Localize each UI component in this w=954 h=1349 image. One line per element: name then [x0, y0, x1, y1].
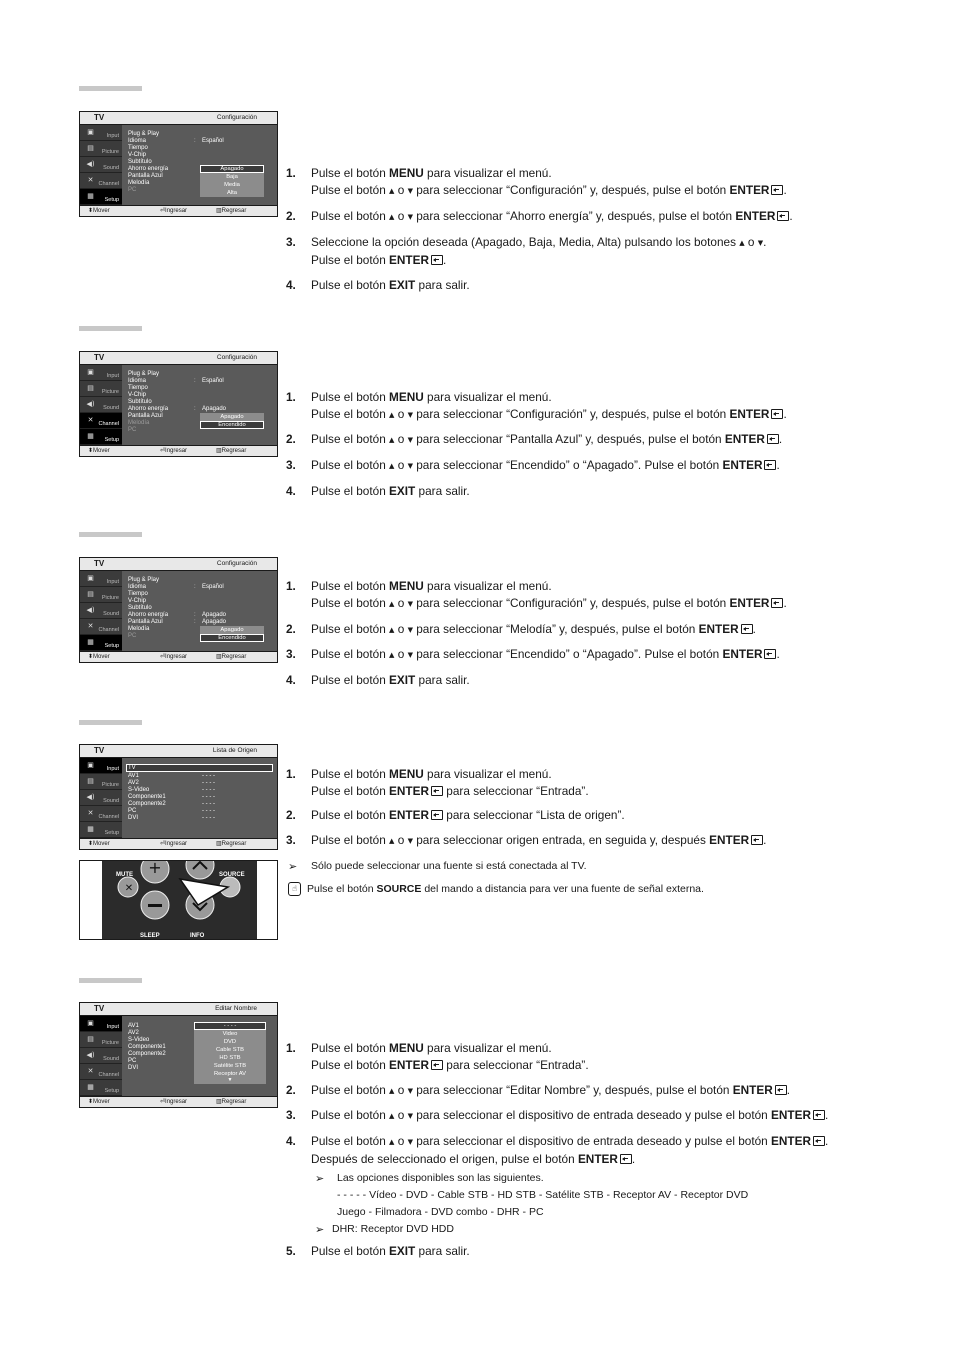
enter-icon — [777, 211, 789, 221]
step: 3. Pulse el botón ▲ o ▼ para seleccionar “Encendido” o “Apagado”. Pulse el botón ENTER . — [286, 458, 780, 472]
setup-icon: ▦ — [87, 825, 94, 833]
side-label: Channel — [98, 181, 119, 187]
sound-icon: ◀) — [86, 160, 95, 168]
return-icon: ▥ — [216, 841, 222, 847]
menu-item: Tiempo — [128, 145, 148, 151]
menu-value: Español — [202, 584, 224, 590]
updown-icon: ⬍ — [88, 208, 94, 214]
down-icon: ▼ — [407, 411, 413, 419]
enter-icon — [431, 255, 443, 265]
step: 2. Pulse el botón ▲ o ▼ para seleccionar “Ahorro energía” y, después, pulse el botón ENTER . — [286, 209, 793, 223]
osd-dropdown — [200, 165, 264, 197]
side-label: Picture — [101, 1040, 119, 1046]
side-label: Picture — [101, 149, 119, 155]
dropdown-option: Receptor AV — [213, 1071, 247, 1077]
setup-icon: ▦ — [87, 192, 94, 200]
setup-icon: ▦ — [87, 1083, 94, 1091]
side-label: Picture — [101, 389, 119, 395]
return-icon: ▥ — [216, 1099, 222, 1105]
section-divider — [79, 978, 142, 983]
enter-icon — [751, 835, 763, 845]
side-label: Setup — [104, 643, 119, 649]
menu-item: Pantalla Azul — [128, 413, 163, 419]
osd-enter: ⏎Ingresar — [160, 448, 188, 454]
enter-icon — [764, 649, 776, 659]
side-label: Channel — [98, 421, 119, 427]
enter-icon — [620, 1154, 632, 1164]
step: 1. Pulse el botón MENU para visualizar el menú. Pulse el botón ▲ o ▼ para seleccionar “Configuración” y, después, pulse el botón ENTER . — [286, 579, 787, 610]
osd-enter: ⏎Ingresar — [160, 654, 188, 660]
side-label: Picture — [101, 782, 119, 788]
menu-value: - - - - — [202, 787, 215, 793]
menu-item: Ahorro energía — [128, 612, 169, 618]
osd-tv-label: TV — [94, 1004, 105, 1013]
input-icon: ▣ — [87, 574, 94, 582]
steps-editar-nombre — [286, 1040, 906, 1260]
osd-dropdown — [200, 413, 264, 429]
side-label: Sound — [103, 798, 119, 804]
enter-icon — [775, 1085, 787, 1095]
osd-move: ⬍Mover — [88, 208, 110, 214]
up-icon: ▲ — [389, 600, 395, 608]
sound-icon: ◀) — [86, 400, 95, 408]
osd-return: ▥Regresar — [216, 208, 247, 214]
section-divider — [79, 532, 142, 537]
osd-title: Configuración — [216, 354, 257, 361]
menu-item: PC — [128, 427, 137, 433]
side-label: Sound — [103, 165, 119, 171]
side-label: Channel — [98, 627, 119, 633]
down-icon: ▼ — [757, 239, 764, 247]
down-icon: ▼ — [407, 462, 413, 470]
enter-icon: ⏎ — [160, 208, 166, 214]
step: 5. Pulse el botón EXIT para salir. — [286, 1244, 470, 1258]
osd-title: Configuración — [216, 114, 257, 121]
up-icon: ▲ — [389, 436, 395, 444]
side-label: Setup — [104, 437, 119, 443]
input-icon: ▣ — [87, 761, 94, 769]
menu-item: Melodía — [128, 420, 150, 426]
channel-icon: ✕ — [87, 809, 94, 817]
osd-configuracion-melodia — [79, 557, 278, 663]
osd-tv-label: TV — [94, 113, 105, 122]
enter-icon — [771, 185, 783, 195]
menu-item: PC — [128, 1058, 137, 1064]
side-label: Input — [106, 579, 119, 585]
enter-icon — [767, 434, 779, 444]
menu-item: Melodía — [128, 626, 150, 632]
up-icon: ▲ — [389, 1087, 395, 1095]
step: 4. Pulse el botón EXIT para salir. — [286, 278, 470, 292]
menu-item: Idioma — [128, 378, 147, 384]
step: 1. Pulse el botón MENU para visualizar el menú. Pulse el botón ENTER para seleccionar “Entrada”. — [286, 1041, 589, 1072]
return-icon: ▥ — [216, 448, 222, 454]
steps-lista-origen — [286, 766, 906, 898]
menu-item: Pantalla Azul — [128, 619, 163, 625]
osd-dropdown — [200, 626, 264, 642]
side-label: Input — [106, 1024, 119, 1030]
sound-icon: ◀) — [86, 1051, 95, 1059]
menu-value: - - - - — [202, 801, 215, 807]
menu-item: AV2 — [128, 1030, 139, 1036]
menu-item: AV1 — [128, 773, 139, 779]
osd-lista-origen — [79, 744, 278, 850]
updown-icon: ⬍ — [88, 841, 94, 847]
step: 1. Pulse el botón MENU para visualizar el menú. Pulse el botón ▲ o ▼ para seleccionar “Configuración” y, después, pulse el botón ENTER . — [286, 390, 787, 421]
channel-icon: ✕ — [87, 622, 94, 630]
note: ☝ Pulse el botón SOURCE del mando a distancia para ver una fuente de señal externa. — [286, 881, 906, 898]
section-divider — [79, 86, 142, 91]
side-label: Setup — [104, 197, 119, 203]
updown-icon: ⬍ — [88, 448, 94, 454]
side-label: Sound — [103, 1056, 119, 1062]
side-label: Channel — [98, 1072, 119, 1078]
colon: : — [194, 619, 196, 625]
menu-item: DVI — [128, 815, 139, 821]
menu-item: Tiempo — [128, 385, 148, 391]
side-label: Sound — [103, 611, 119, 617]
up-icon: ▲ — [389, 651, 395, 659]
channel-icon: ✕ — [87, 1067, 94, 1075]
down-icon: ▼ — [407, 436, 413, 444]
step: 1. Pulse el botón MENU para visualizar el menú. Pulse el botón ▲ o ▼ para seleccionar “Configuración” y, después, pulse el botón ENTER . — [286, 166, 787, 197]
side-label: Channel — [98, 814, 119, 820]
dropdown-option: Satélite STB — [213, 1063, 247, 1069]
up-icon: ▲ — [389, 1112, 395, 1120]
dropdown-option: Encendido — [200, 634, 264, 642]
picture-icon: ▤ — [87, 384, 94, 392]
side-label: Input — [106, 373, 119, 379]
remote-illustration — [80, 861, 278, 940]
picture-icon: ▤ — [87, 144, 94, 152]
dropdown-option: Alta — [227, 190, 237, 196]
section-divider — [79, 720, 142, 725]
osd-configuracion-pantalla — [79, 351, 278, 457]
down-icon: ▼ — [407, 213, 413, 221]
osd-move: ⬍Mover — [88, 654, 110, 660]
dropdown-option: Cable STB — [215, 1047, 245, 1053]
steps-pantalla — [286, 389, 906, 500]
sound-icon: ◀) — [86, 606, 95, 614]
step: 4. Pulse el botón EXIT para salir. — [286, 484, 470, 498]
enter-icon: ⏎ — [160, 1099, 166, 1105]
osd-tv-label: TV — [94, 353, 105, 362]
note: ➢ Las opciones disponibles son las siguientes. - - - - - Vídeo - DVD - Cable STB - HD STB - Satélite STB - Receptor AV - Receptor DVD Juego - Filmadora - DVD combo - DHR - PC — [315, 1172, 749, 1218]
menu-item: AV2 — [128, 780, 139, 786]
step: 2. Pulse el botón ▲ o ▼ para seleccionar “Editar Nombre” y, después, pulse el botón ENTER . — [286, 1083, 790, 1097]
osd-move: ⬍Mover — [88, 841, 110, 847]
note-arrow-icon: ➢ — [315, 1223, 325, 1236]
menu-item: S-Video — [128, 787, 150, 793]
enter-icon — [771, 409, 783, 419]
menu-item: Plug & Play — [128, 371, 160, 377]
picture-icon: ▤ — [87, 777, 94, 785]
enter-icon — [431, 810, 443, 820]
osd-title: Configuración — [216, 560, 257, 567]
menu-item: Ahorro energía — [128, 166, 169, 172]
down-icon: ▼ — [407, 1112, 413, 1120]
step: 3. Seleccione la opción deseada (Apagado, Baja, Media, Alta) pulsando los botones ▲ o ▼. Pulse el botón ENTER . — [286, 235, 767, 267]
enter-icon — [431, 1060, 443, 1070]
menu-value: - - - - — [202, 808, 215, 814]
note-arrow-icon: ➢ — [315, 1172, 325, 1185]
menu-value: - - - - — [202, 794, 215, 800]
menu-item: Idioma — [128, 138, 147, 144]
menu-item: Plug & Play — [128, 131, 160, 137]
side-label: Picture — [101, 595, 119, 601]
menu-item: TV — [128, 765, 136, 771]
menu-item: DVI — [128, 1065, 139, 1071]
remote-control-photo — [79, 860, 278, 940]
side-label: Input — [106, 133, 119, 139]
enter-icon: ⏎ — [160, 448, 166, 454]
menu-item: Subtítulo — [128, 399, 152, 405]
menu-item: Componente2 — [128, 1051, 166, 1057]
picture-icon: ▤ — [87, 590, 94, 598]
dropdown-option: Video — [222, 1031, 238, 1037]
osd-enter: ⏎Ingresar — [160, 841, 188, 847]
enter-icon: ⏎ — [160, 654, 166, 660]
osd-return: ▥Regresar — [216, 841, 247, 847]
remote-sleep-label: SLEEP — [140, 933, 160, 939]
down-icon: ▼ — [407, 651, 413, 659]
step: 1. Pulse el botón MENU para visualizar el menú. Pulse el botón ENTER para seleccionar “Entrada”. — [286, 767, 589, 798]
step: 4. Pulse el botón EXIT para salir. — [286, 673, 470, 687]
up-icon: ▲ — [389, 626, 395, 634]
dropdown-option: DVD — [223, 1039, 237, 1045]
osd-tv-label: TV — [94, 559, 105, 568]
step: 2. Pulse el botón ▲ o ▼ para seleccionar “Pantalla Azul” y, después, pulse el botón ENTER . — [286, 432, 783, 446]
osd-title: Editar Nombre — [215, 1005, 257, 1012]
osd-enter: ⏎Ingresar — [160, 1099, 188, 1105]
menu-value: Apagado — [202, 406, 227, 412]
return-icon: ▥ — [216, 208, 222, 214]
enter-icon — [764, 460, 776, 470]
step: 2. Pulse el botón ▲ o ▼ para seleccionar “Melodía” y, después, pulse el botón ENTER . — [286, 622, 756, 636]
colon: : — [194, 138, 196, 144]
dropdown-option: - - - - — [194, 1022, 266, 1030]
down-icon: ▼ — [407, 187, 413, 195]
setup-icon: ▦ — [87, 638, 94, 646]
menu-value: Español — [202, 138, 224, 144]
channel-icon: ✕ — [87, 176, 94, 184]
enter-icon — [431, 786, 443, 796]
return-icon: ▥ — [216, 654, 222, 660]
menu-item: Plug & Play — [128, 577, 160, 583]
menu-item: PC — [128, 187, 137, 193]
menu-item: Tiempo — [128, 591, 148, 597]
down-icon: ▼ — [407, 1087, 413, 1095]
osd-editar-nombre — [79, 1002, 278, 1108]
enter-icon — [813, 1136, 825, 1146]
menu-item: Ahorro energía — [128, 406, 169, 412]
note: ➢ DHR: Receptor DVD HDD — [315, 1223, 454, 1236]
down-icon: ▼ — [407, 626, 413, 634]
remote-mute-label: MUTE — [116, 872, 133, 878]
osd-return: ▥Regresar — [216, 448, 247, 454]
menu-item: V-Chip — [128, 598, 147, 604]
dropdown-option: Apagado — [220, 627, 244, 633]
step: 2. Pulse el botón ENTER para seleccionar “Lista de origen”. — [286, 808, 625, 822]
menu-item: AV1 — [128, 1023, 139, 1029]
osd-configuracion-ahorro — [79, 111, 278, 217]
osd-enter: ⏎Ingresar — [160, 208, 188, 214]
enter-icon — [771, 598, 783, 608]
osd-return: ▥Regresar — [216, 654, 247, 660]
side-label: Input — [106, 766, 119, 772]
menu-value: - - - - — [202, 780, 215, 786]
input-icon: ▣ — [87, 128, 94, 136]
updown-icon: ⬍ — [88, 1099, 94, 1105]
step: 4. Pulse el botón ▲ o ▼ para seleccionar el dispositivo de entrada deseado y pulse el botón ENTER . Después de seleccionado el origen, pulse el botón ENTER . — [286, 1134, 829, 1166]
dropdown-option: Apagado — [200, 165, 264, 173]
menu-item: Subtítulo — [128, 605, 152, 611]
step: 3. Pulse el botón ▲ o ▼ para seleccionar origen entrada, en seguida y, después ENTER . — [286, 833, 767, 847]
up-icon: ▲ — [389, 462, 395, 470]
menu-item: Componente1 — [128, 794, 166, 800]
up-icon: ▲ — [389, 837, 395, 845]
dropdown-option: HD STB — [219, 1055, 241, 1061]
dropdown-option: Media — [224, 182, 240, 188]
menu-item: PC — [128, 808, 137, 814]
menu-item: S-Video — [128, 1037, 150, 1043]
osd-return: ▥Regresar — [216, 1099, 247, 1105]
input-icon: ▣ — [87, 368, 94, 376]
side-label: Setup — [104, 830, 119, 836]
up-icon: ▲ — [389, 213, 395, 221]
colon: : — [194, 612, 196, 618]
colon: : — [194, 406, 196, 412]
step: 3. Pulse el botón ▲ o ▼ para seleccionar el dispositivo de entrada deseado y pulse el botón ENTER . — [286, 1108, 829, 1122]
setup-icon: ▦ — [87, 432, 94, 440]
side-label: Setup — [104, 1088, 119, 1094]
osd-dropdown — [194, 1022, 266, 1084]
menu-item: Idioma — [128, 584, 147, 590]
osd-move: ⬍Mover — [88, 448, 110, 454]
menu-value: Apagado — [202, 612, 227, 618]
enter-icon — [813, 1110, 825, 1120]
down-icon: ▼ — [407, 600, 413, 608]
menu-value: - - - - — [202, 773, 215, 779]
up-icon: ▲ — [389, 1138, 395, 1146]
picture-icon: ▤ — [87, 1035, 94, 1043]
channel-icon: ✕ — [87, 416, 94, 424]
dropdown-option: Apagado — [220, 414, 244, 420]
menu-value: Español — [202, 378, 224, 384]
svg-text:✕: ✕ — [124, 883, 134, 894]
menu-item: PC — [128, 633, 137, 639]
remote-info-label: INFO — [190, 933, 205, 939]
osd-title: Lista de Origen — [212, 747, 257, 754]
scroll-down-icon: ▼ — [227, 1077, 233, 1083]
up-icon: ▲ — [739, 239, 745, 247]
enter-icon: ⏎ — [160, 841, 166, 847]
note-arrow-icon: ➢ — [288, 860, 298, 873]
input-icon: ▣ — [87, 1019, 94, 1027]
osd-tv-label: TV — [94, 746, 105, 755]
svg-text:+: + — [148, 861, 162, 877]
menu-value: - - - - — [202, 815, 215, 821]
colon: : — [194, 584, 196, 590]
sound-icon: ◀) — [86, 793, 95, 801]
dropdown-option: Baja — [226, 174, 238, 180]
steps-ahorro — [286, 165, 906, 294]
menu-item: Componente2 — [128, 801, 166, 807]
note-hand-icon: ☝ — [288, 882, 301, 896]
remote-source-label: SOURCE — [219, 872, 245, 878]
menu-item: Componente1 — [128, 1044, 166, 1050]
menu-item: V-Chip — [128, 152, 147, 158]
colon: : — [194, 378, 196, 384]
up-icon: ▲ — [389, 411, 395, 419]
dropdown-option: Encendido — [200, 421, 264, 429]
updown-icon: ⬍ — [88, 654, 94, 660]
menu-item: Pantalla Azul — [128, 173, 163, 179]
down-icon: ▼ — [407, 837, 413, 845]
enter-icon — [741, 624, 753, 634]
up-icon: ▲ — [389, 187, 395, 195]
menu-item: V-Chip — [128, 392, 147, 398]
side-label: Sound — [103, 405, 119, 411]
osd-move: ⬍Mover — [88, 1099, 110, 1105]
down-icon: ▼ — [407, 1138, 413, 1146]
menu-value: Apagado — [202, 619, 227, 625]
note: ➢ Sólo puede seleccionar una fuente si está conectada al TV. — [288, 860, 587, 873]
menu-item: Melodía — [128, 180, 150, 186]
step: 3. Pulse el botón ▲ o ▼ para seleccionar “Encendido” o “Apagado”. Pulse el botón ENTER . — [286, 647, 780, 661]
section-divider — [79, 326, 142, 331]
menu-item: Subtítulo — [128, 159, 152, 165]
steps-melodia — [286, 578, 906, 689]
